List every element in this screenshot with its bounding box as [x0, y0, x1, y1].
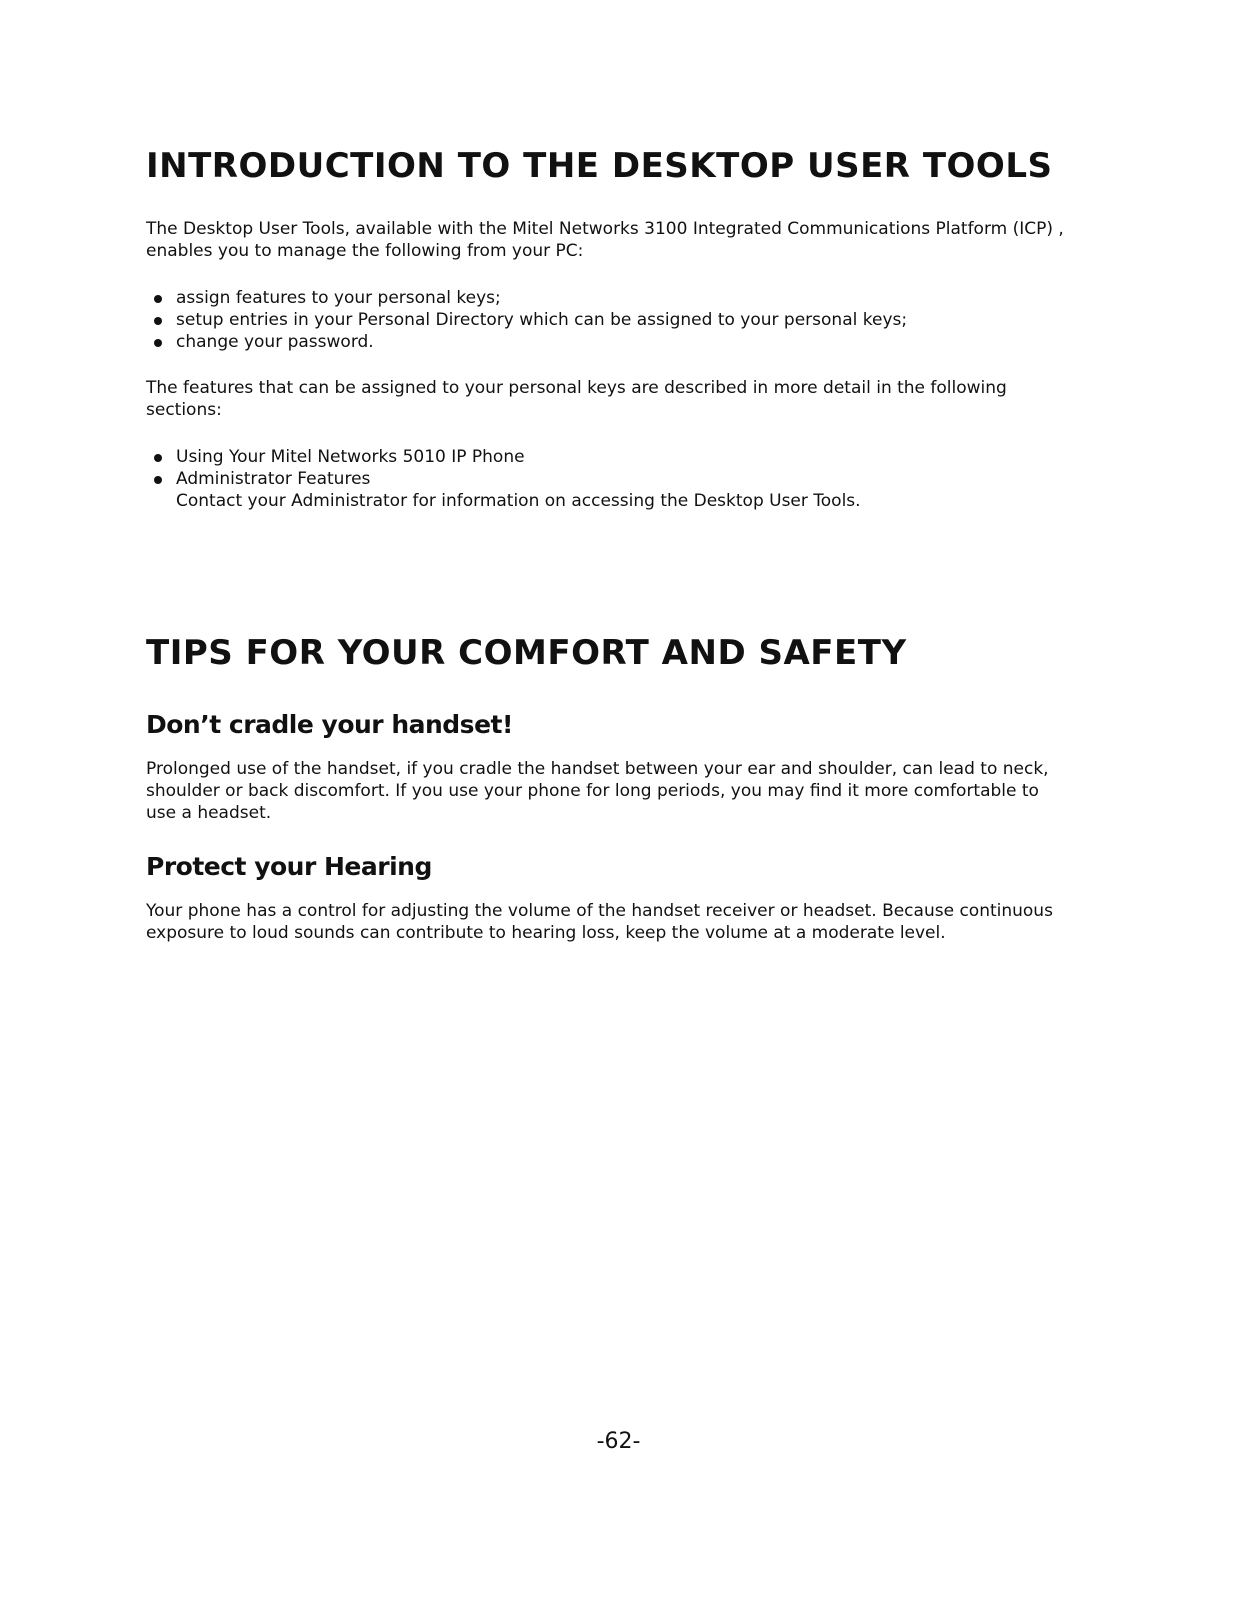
list-item: Administrator Features: [146, 468, 1076, 490]
cradle-handset-paragraph: Prolonged use of the handset, if you cradle the handset between your ear and shoulder, can lead to neck, shoulder or back discomfort. If you use your phone for long periods, you may find it more comfortable to use a headset.: [146, 759, 1049, 823]
bullet-icon: [154, 317, 162, 325]
bullet-icon: [154, 454, 162, 462]
contact-note: Contact your Administrator for information on accessing the Desktop User Tools.: [176, 491, 861, 511]
document-page: [146, 0, 1086, 1600]
page-number: -62-: [596, 1429, 641, 1454]
protect-hearing-paragraph: Your phone has a control for adjusting the volume of the handset receiver or headset. Because continuous exposure to loud sounds can contribute to hearing loss, keep the volume at a moderate level.: [146, 901, 1053, 943]
bullet-icon: [154, 339, 162, 347]
list-item: setup entries in your Personal Directory which can be assigned to your personal keys;: [146, 309, 1076, 331]
bullet-icon: [154, 295, 162, 303]
manage-list: [146, 287, 1076, 353]
features-paragraph: The features that can be assigned to your personal keys are described in more detail in the following sections:: [146, 378, 1007, 420]
section-heading-comfort-safety: TIPS FOR YOUR COMFORT AND SAFETY: [146, 633, 907, 673]
list-item: assign features to your personal keys;: [146, 287, 1076, 309]
sections-list: [146, 446, 1076, 490]
list-item: change your password.: [146, 331, 1076, 353]
bullet-icon: [154, 476, 162, 484]
subheading-cradle-handset: Don’t cradle your handset!: [146, 710, 513, 739]
intro-paragraph: The Desktop User Tools, available with the Mitel Networks 3100 Integrated Communications Platform (ICP) , enables you to manage the following from your PC:: [146, 219, 1064, 261]
list-item: Using Your Mitel Networks 5010 IP Phone: [146, 446, 1076, 468]
section-heading-desktop-user-tools: INTRODUCTION TO THE DESKTOP USER TOOLS: [146, 146, 1053, 186]
subheading-protect-hearing: Protect your Hearing: [146, 852, 432, 881]
